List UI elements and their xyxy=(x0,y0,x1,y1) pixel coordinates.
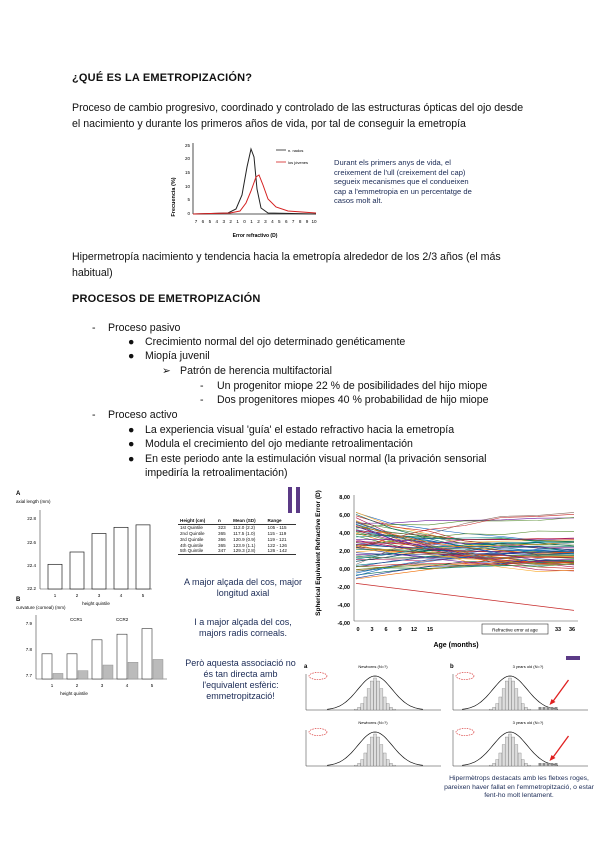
refractive-error-chart xyxy=(168,137,318,247)
purple-accent-bar xyxy=(296,487,300,513)
panel-a-ytick: 22.4 xyxy=(27,563,36,568)
table-cell: 323 xyxy=(218,525,226,531)
hist-bar xyxy=(367,689,370,710)
height-bar-svg xyxy=(12,485,172,715)
hist-bar xyxy=(380,745,383,766)
dash-marker: - xyxy=(92,322,96,334)
hist-bar xyxy=(383,753,386,766)
bullet-marker: ● xyxy=(128,350,135,362)
lines-label: Refractive error at age xyxy=(492,627,538,633)
panel-b-ylabel: curvature (corneal) (mm) xyxy=(16,605,66,610)
table-row xyxy=(178,542,296,548)
red-arrow-icon xyxy=(553,680,569,702)
panel-b-bar xyxy=(53,673,63,679)
hist-tail-bar xyxy=(555,763,558,766)
lines-ytick: 0,00 xyxy=(339,567,350,573)
table-row xyxy=(178,524,296,530)
fig1-ytick: 10 xyxy=(184,184,190,189)
hist-bar xyxy=(354,765,357,766)
hist-bar xyxy=(386,760,389,766)
dash-marker: - xyxy=(200,380,204,392)
panel-b-bar xyxy=(92,640,102,679)
table-cell: 115 - 119 xyxy=(267,530,287,536)
hist-tail-bar xyxy=(543,707,546,710)
hist-bar xyxy=(493,763,496,766)
panel-b-bar xyxy=(142,629,152,679)
hist-title: Newborns (N=?) xyxy=(358,720,388,725)
fig1-xtick: 5 xyxy=(278,219,281,224)
fig1-xtick: 6 xyxy=(284,219,288,224)
hist-bar xyxy=(393,765,396,766)
hist-bar xyxy=(499,753,502,766)
table-cell: 112.0 (2.2) xyxy=(233,525,256,531)
panel-a-bar xyxy=(92,534,106,590)
lines-xtick: 33 xyxy=(554,627,562,633)
bullet-marker: ● xyxy=(128,438,135,450)
hist-bar xyxy=(499,697,502,710)
panel-b-legend-1: CCR1 xyxy=(70,617,83,622)
lines-xtick: 9 xyxy=(398,627,402,633)
panel-a-xtick: 5 xyxy=(141,593,145,598)
hist-bar xyxy=(496,704,499,710)
panel-a-bar xyxy=(136,525,150,589)
hist-bar xyxy=(518,753,521,766)
fig1-xtick: 7 xyxy=(194,219,198,224)
hist-tail-bar xyxy=(551,763,554,766)
panel-b-ytick: 7.9 xyxy=(25,621,32,626)
fig1-xtick: 7 xyxy=(291,219,295,224)
hist-bar xyxy=(390,763,393,766)
hist-highlight xyxy=(309,729,327,736)
panel-a-xtick: 3 xyxy=(97,593,101,598)
hist-bar xyxy=(370,681,373,710)
lines-ylabel: Spherical Equivalent Refractive Error (D) xyxy=(315,490,322,616)
panel-a-bar xyxy=(114,527,128,589)
lines-ytick: 2,00 xyxy=(339,549,350,555)
hist-bar xyxy=(377,737,380,766)
hist-bar xyxy=(502,689,505,710)
fig1-xtick: 0 xyxy=(243,219,246,224)
red-arrow-icon xyxy=(553,736,569,758)
hist-bar xyxy=(521,704,524,710)
panel-a-label: A xyxy=(16,491,21,497)
panel-a-ylabel: axial length (mm) xyxy=(16,499,51,504)
hist-tail-bar xyxy=(555,707,558,710)
hist-bar xyxy=(493,707,496,710)
hist-bar xyxy=(509,734,512,766)
hist-highlight xyxy=(456,729,474,736)
lines-ytick: 6,00 xyxy=(339,513,350,519)
fig1-xtick: 1 xyxy=(250,219,253,224)
section-heading-emmetropization: ¿QUÉ ES LA EMETROPIZACIÓN? xyxy=(72,72,253,84)
lines-xlabel: Age (months) xyxy=(433,642,479,649)
fig1-xtick: 3 xyxy=(264,219,267,224)
refractive-error-figure xyxy=(168,137,318,247)
hist-bar xyxy=(518,697,521,710)
table-cell: 120.9 (0.9) xyxy=(233,536,256,542)
bullet-marker: ● xyxy=(128,453,135,465)
fig1-xtick: 6 xyxy=(201,219,205,224)
hist-tail-bar xyxy=(547,707,550,710)
table-cell: 105 - 115 xyxy=(267,525,287,531)
panel-a-xtick: 1 xyxy=(53,593,57,598)
outline-active: Proceso activo xyxy=(108,409,178,421)
lines-xtick: 6 xyxy=(384,627,388,633)
hist-bar xyxy=(496,760,499,766)
lines-ytick: 4,00 xyxy=(339,531,350,537)
table-cell: 5th Quintile xyxy=(180,548,204,554)
hist-bar xyxy=(390,707,393,710)
hist-title: 3 years old (N=?) xyxy=(512,720,544,725)
hist-bar xyxy=(358,763,361,766)
table-header: Mean (SD) xyxy=(233,518,256,524)
fig1-legend-2: los jóvenes xyxy=(288,160,309,165)
fig1-xtick: 3 xyxy=(222,219,226,224)
outline-passive-item: Crecimiento normal del ojo determinado genéticamente xyxy=(145,336,406,348)
table-cell: 122 - 126 xyxy=(267,542,287,548)
hist-bar xyxy=(370,737,373,766)
fig1-ytick: 20 xyxy=(184,156,190,161)
hist-panel-label: b xyxy=(450,664,454,670)
panel-b-ytick: 7.7 xyxy=(25,673,32,678)
hist-bar xyxy=(528,765,531,766)
hist-bar xyxy=(489,765,492,766)
table-cell: 347 xyxy=(218,548,226,554)
table-row xyxy=(178,548,296,554)
lines-xtick: 0 xyxy=(356,627,360,633)
fig1-ytick: 0 xyxy=(187,211,190,216)
table-cell: 119 - 121 xyxy=(267,536,287,542)
panel-b-bar xyxy=(42,654,52,679)
table-cell: 4th Quintile xyxy=(180,542,204,548)
fig1-caption: Durant els primers anys de vida, el creixement de l'ull (creixement del cap) segueix mecanismes que el condueixen cap a l'emmetropia en un percentatge de casos molt alt. xyxy=(334,158,472,205)
fig1-ylabel: Frecuencia (%) xyxy=(171,177,177,217)
hist-bar xyxy=(489,709,492,710)
panel-b-xlabel: height quintile xyxy=(60,691,88,696)
table-header: Height (cm) xyxy=(180,518,206,524)
lines-ytick: -2,00 xyxy=(337,585,350,591)
dash-marker: - xyxy=(200,394,204,406)
hist-bar xyxy=(361,704,364,710)
hist-tail-bar xyxy=(543,763,546,766)
hist-bar xyxy=(386,704,389,710)
fig1-xtick: 9 xyxy=(305,219,309,224)
fig1-xtick: 4 xyxy=(271,219,274,224)
panel-b-bar xyxy=(103,665,113,679)
arrow-marker: ➢ xyxy=(162,365,171,377)
table-header: n xyxy=(218,518,221,524)
hist-bar xyxy=(525,763,528,766)
fig1-ytick: 25 xyxy=(184,143,190,148)
fig1-legend-1: n. nados xyxy=(288,148,304,153)
hist-bar xyxy=(505,737,508,766)
hist-bar xyxy=(374,734,377,766)
panel-a-ytick: 22.2 xyxy=(27,586,36,591)
definition-paragraph: Proceso de cambio progresivo, coordinado y controlado de las estructuras ópticas del ojo desde el nacimiento y durante los primeros años de vida, por tal de conseguir la emetropía xyxy=(72,102,524,130)
table-cell: 3rd Quintile xyxy=(180,536,204,542)
panel-a-ytick: 22.8 xyxy=(27,516,36,521)
hyperopia-paragraph: Hipermetropía nacimiento y tendencia hacia la emetropía alrededor de los 2/3 años (el más habitual) xyxy=(72,251,501,279)
caption-corneal-radius: I a major alçada del cos, majors radis corneals. xyxy=(194,617,292,638)
panel-a-bar xyxy=(48,564,62,589)
panel-b-bar xyxy=(117,634,127,679)
fig1-xtick: 5 xyxy=(208,219,212,224)
hist-bar xyxy=(515,745,518,766)
outline-active-item: En este periodo ante la estimulación visual normal (la privación sensorial impediría la retroalimentación) xyxy=(145,453,487,479)
fig1-xtick: 10 xyxy=(311,219,317,224)
fig1-xtick: 4 xyxy=(215,219,219,224)
fig1-ytick: 5 xyxy=(187,197,190,202)
panel-b-bar xyxy=(153,659,163,679)
table-cell: 123.9 (1.1) xyxy=(233,542,256,548)
lines-ytick: -4,00 xyxy=(337,603,350,609)
refraction-age-chart xyxy=(306,483,596,653)
fig1-xtick: 1 xyxy=(236,219,239,224)
hist-bar xyxy=(515,689,518,710)
refraction-age-svg xyxy=(306,483,596,653)
lines-xtick: 36 xyxy=(568,627,576,633)
hist-bar xyxy=(367,745,370,766)
table-cell: 365 xyxy=(218,542,226,548)
height-quintile-table xyxy=(178,518,296,555)
hist-bar xyxy=(377,681,380,710)
panel-b-ytick: 7.8 xyxy=(25,647,32,652)
lines-xtick: 3 xyxy=(370,627,374,633)
hist-bar xyxy=(521,760,524,766)
hist-bar xyxy=(512,737,515,766)
panel-b-legend-2: CCR2 xyxy=(116,617,129,622)
hist-highlight xyxy=(456,673,474,680)
panel-b-xtick: 2 xyxy=(75,683,79,688)
hist-tail-bar xyxy=(551,707,554,710)
lines-xtick: 15 xyxy=(426,627,434,633)
lines-ytick: 8,00 xyxy=(339,495,350,501)
panel-a-xtick: 2 xyxy=(75,593,79,598)
fig1-ytick: 15 xyxy=(184,170,190,175)
section-heading-processes: PROCESOS DE EMETROPIZACIÓN xyxy=(72,293,261,305)
hist-title: Newborns (N=?) xyxy=(358,664,388,669)
hist-bar xyxy=(374,678,377,710)
panel-b-label: B xyxy=(16,597,21,603)
caption-axial-length: A major alçada del cos, major longitud axial xyxy=(183,577,303,598)
hist-bar xyxy=(358,707,361,710)
table-row xyxy=(178,531,296,537)
table-cell: 365 xyxy=(218,530,226,536)
lines-xtick: 12 xyxy=(410,627,418,633)
purple-accent-bar xyxy=(288,487,292,513)
panel-b-xtick: 4 xyxy=(125,683,129,688)
panel-b-bar xyxy=(67,654,77,679)
hist-title: 3 years old (N=?) xyxy=(512,664,544,669)
outline-inheritance-item: Dos progenitores miopes 40 % probabilidad de hijo miope xyxy=(217,394,489,406)
table-cell: 2nd Quintile xyxy=(180,530,205,536)
fig1-xtick: 2 xyxy=(229,219,232,224)
hist-bar xyxy=(502,745,505,766)
hist-bar xyxy=(393,709,396,710)
hist-bar xyxy=(383,697,386,710)
hist-bar xyxy=(380,689,383,710)
dash-marker: - xyxy=(92,409,96,421)
table-cell: 366 xyxy=(218,536,226,542)
table-header: Range xyxy=(267,518,282,524)
outline-active-item: Modula el crecimiento del ojo mediante retroalimentación xyxy=(145,438,413,450)
caption-spherical-equivalent: Però aquesta associació no és tan directa amb l'equivalent esfèric: emmetropització! xyxy=(185,658,296,701)
hist-bar xyxy=(364,697,367,710)
lines-ytick: -6,00 xyxy=(337,621,350,627)
hist-bar xyxy=(364,753,367,766)
hist-bar xyxy=(512,681,515,710)
hist-bar xyxy=(354,709,357,710)
outline-passive: Proceso pasivo xyxy=(108,322,181,334)
fig1-xtick: 2 xyxy=(257,219,260,224)
hist-tail-bar xyxy=(547,763,550,766)
bullet-marker: ● xyxy=(128,336,135,348)
outline-passive-item: Miopía juvenil xyxy=(145,350,210,362)
table-cell: 126 - 142 xyxy=(267,548,287,554)
hist-tail-bar xyxy=(539,763,542,766)
lines-series-path xyxy=(356,583,574,610)
hist-bar xyxy=(528,709,531,710)
outline-active-item: La experiencia visual 'guía' el estado refractivo hacia la emetropía xyxy=(145,424,455,436)
fig1-young-curve xyxy=(193,175,316,214)
panel-b-xtick: 5 xyxy=(150,683,154,688)
panel-b-xtick: 3 xyxy=(100,683,104,688)
panel-b-xtick: 1 xyxy=(50,683,54,688)
outline-inheritance-item: Un progenitor miope 22 % de posibilidades del hijo miope xyxy=(217,380,488,392)
fig1-xtick: 8 xyxy=(298,219,302,224)
panel-a-xlabel: height quintile xyxy=(82,601,110,606)
panel-a-ytick: 22.6 xyxy=(27,540,36,545)
histogram-grid xyxy=(298,660,598,772)
histogram-caption: Hipermètrops destacats amb les fletxes roges, pareixen haver fallat en l'emmetropització, o estar fent-ho molt lentament. xyxy=(444,775,594,799)
hist-panel-label: a xyxy=(304,664,308,670)
hist-bar xyxy=(361,760,364,766)
panel-b-bar xyxy=(128,662,138,679)
table-row xyxy=(178,536,296,542)
hist-bar xyxy=(505,681,508,710)
panel-a-xtick: 4 xyxy=(119,593,123,598)
outline-inheritance: Patrón de herencia multifactorial xyxy=(180,365,332,377)
table-cell: 117.5 (1.0) xyxy=(233,530,256,536)
hist-bar xyxy=(509,678,512,710)
table-cell: 129.3 (2.8) xyxy=(233,548,256,554)
hist-highlight xyxy=(309,673,327,680)
height-bar-charts xyxy=(12,485,172,715)
table-cell: 1st Quintile xyxy=(180,525,203,531)
panel-a-bar xyxy=(70,552,84,589)
panel-b-bar xyxy=(78,671,88,679)
fig1-xlabel: Error refractivo (D) xyxy=(232,233,278,239)
hist-tail-bar xyxy=(539,707,542,710)
histogram-svg xyxy=(298,660,598,772)
bullet-marker: ● xyxy=(128,424,135,436)
hist-bar xyxy=(525,707,528,710)
